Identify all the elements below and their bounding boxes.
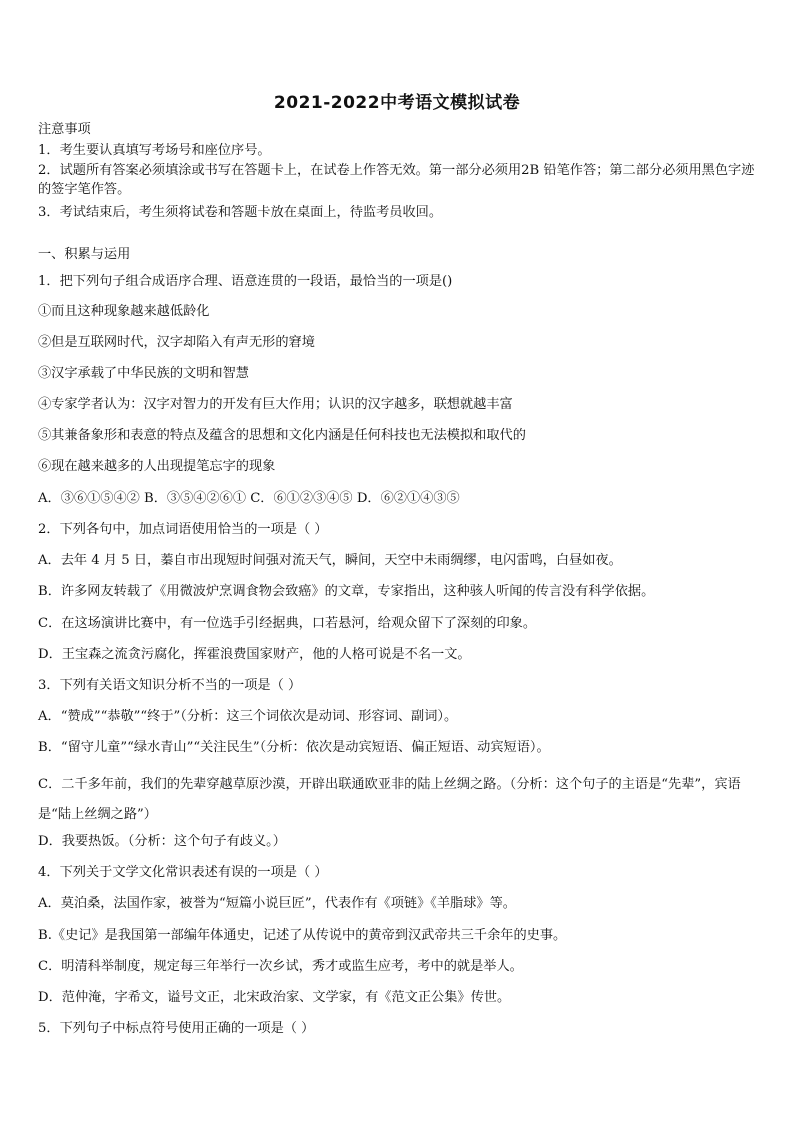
q4-option-d: D．范仲淹，字希文，谥号文正，北宋政治家、文学家，有《范文正公集》传世。 — [38, 990, 511, 1005]
q2-option-c: C．在这场演讲比赛中，有一位选手引经据典，口若悬河，给观众留下了深刻的印象。 — [38, 616, 537, 631]
question-5-stem: 5．下列句子中标点符号使用正确的一项是（ ） — [38, 1021, 315, 1036]
question-1-stem: 1．把下列句子组合成语序合理、语意连贯的一段语，最恰当的一项是() — [38, 274, 453, 289]
notice-item: 2．试题所有答案必须填涂或书写在答题卡上，在试卷上作答无效。第一部分必须用2B 铅笔作答；第二部分必须用黑色字迹的签字笔作答。 — [38, 163, 755, 197]
q3-option-d: D．我要热饭。（分析：这个句子有歧义。） — [38, 834, 286, 849]
notice-heading: 注意事项 — [38, 122, 91, 137]
q4-option-a: A．莫泊桑，法国作家，被誉为“短篇小说巨匠”，代表作有《项链》《羊脂球》等。 — [38, 896, 516, 911]
q1-sentence: ⑤其兼备象形和表意的特点及蕴含的思想和文化内涵是任何科技也无法模拟和取代的 — [38, 428, 526, 443]
q3-option-c: C．二千多年前，我们的先辈穿越草原沙漠，开辟出联通欧亚非的陆上丝绸之路。（分析：这个句子的主语是“先辈”，宾语是“陆上丝绸之路”） — [38, 777, 741, 822]
question-4-stem: 4．下列关于文学文化常识表述有误的一项是（ ） — [38, 865, 328, 880]
q1-options: A．③⑥①⑤④② B．③⑤④②⑥① C．⑥①②③④⑤ D．⑥②①④③⑤ — [38, 491, 460, 506]
q1-sentence: ②但是互联网时代，汉字却陷入有声无形的窘境 — [38, 335, 315, 350]
question-2-stem: 2．下列各句中，加点词语使用恰当的一项是（ ） — [38, 522, 328, 537]
q2-option-b: B．许多网友转载了《用微波炉烹调食物会致癌》的文章，专家指出，这种骇人听闻的传言没有科学依据。 — [38, 584, 655, 599]
question-3-stem: 3．下列有关语文知识分析不当的一项是（ ） — [38, 678, 302, 693]
notice-item: 1．考生要认真填写考场号和座位序号。 — [38, 143, 271, 158]
q1-sentence: ④专家学者认为：汉字对智力的开发有巨大作用；认识的汉字越多，联想就越丰富 — [38, 397, 513, 412]
q1-sentence: ①而且这种现象越来越低龄化 — [38, 304, 210, 319]
q1-sentence: ③汉字承载了中华民族的文明和智慧 — [38, 366, 249, 381]
q2-option-a: A．去年 4 月 5 日，蓁自市出现短时间强对流天气，瞬间，天空中未雨绸缪，电闪雷鸣，白昼如夜。 — [38, 553, 622, 568]
exam-title: 2021-2022中考语文模拟试卷 — [273, 93, 521, 113]
section-heading: 一、积累与运用 — [38, 247, 131, 262]
notice-item: 3．考试结束后，考生须将试卷和答题卡放在桌面上，待监考员收回。 — [38, 205, 443, 220]
q3-option-b: B．“留守儿童”“绿水青山”“关注民生”（分析：依次是动宾短语、偏正短语、动宾短语）。 — [38, 740, 550, 755]
q2-option-d: D．王宝森之流贪污腐化，挥霍浪费国家财产，他的人格可说是不名一文。 — [38, 647, 471, 662]
q3-option-a: A．“赞成”“恭敬”“终于”（分析：这三个词依次是动词、形容词、副词）。 — [38, 709, 458, 724]
q4-option-c: C．明清科举制度，规定每三年举行一次乡试，秀才或监生应考，考中的就是举人。 — [38, 959, 523, 974]
q4-option-b: B.《史记》是我国第一部编年体通史，记述了从传说中的黄帝到汉武帝共三千余年的史事。 — [38, 928, 567, 943]
q1-sentence: ⑥现在越来越多的人出现提笔忘字的现象 — [38, 459, 276, 474]
